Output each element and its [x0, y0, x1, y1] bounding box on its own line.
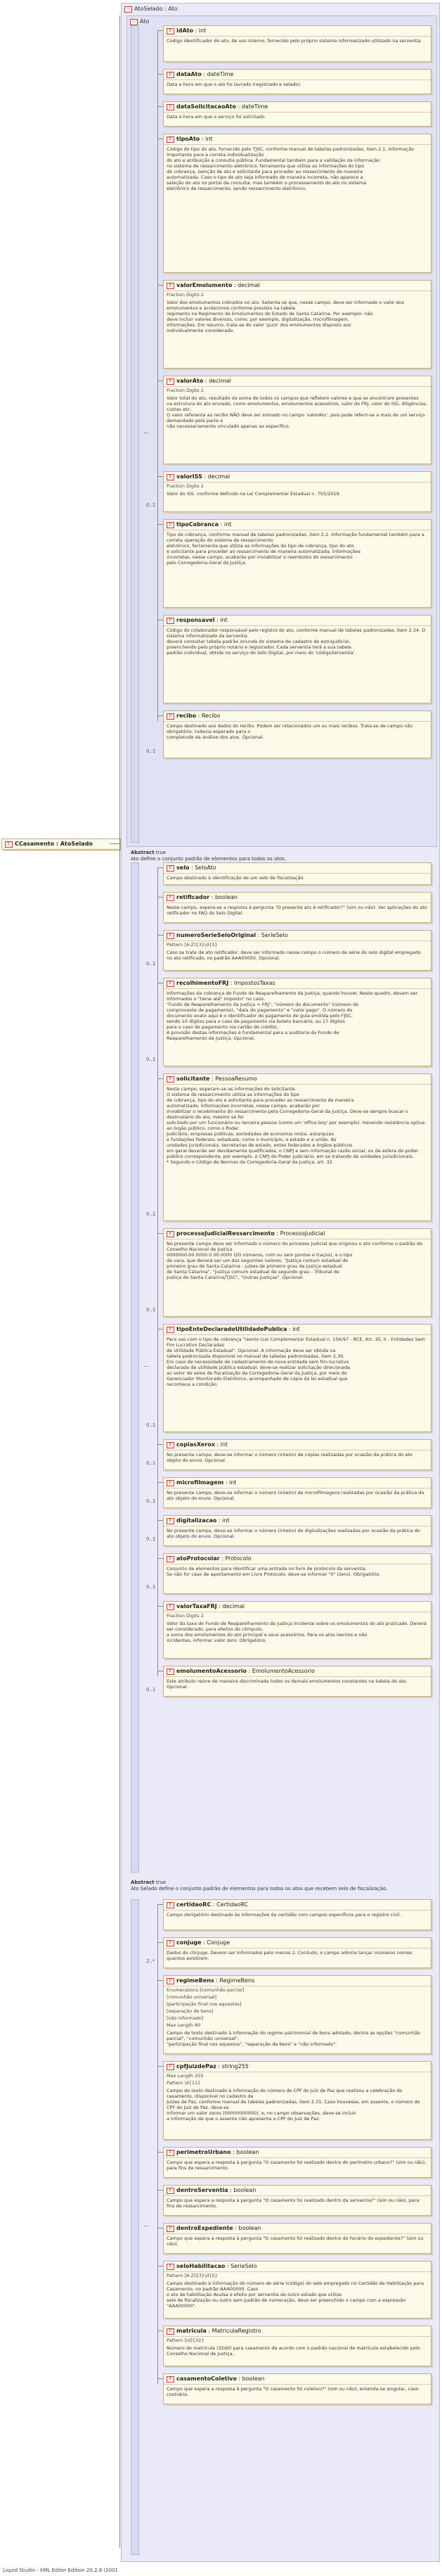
multiplicity: 0..1	[146, 1422, 156, 1428]
element-doc: Campo que espera a resposta à pergunta "O casamento foi realizado dentro da serventia?" (sim ou não), para fins de ressarcimento.	[167, 2198, 420, 2209]
element-icon: E	[167, 1978, 174, 1984]
sequence-bar	[131, 1899, 139, 2555]
element-doc: Campo destinado à informação do número de série (código) do selo empregado no Certidão de Habilitação para Casamento, no padrão AAA00000. Caso o ato de habilitação Avulsa e efeito por serventia de outro estado que utilize selo de fiscalização ou outro sem padrão de numeração, deve ser preenchido o campo com a expressão "AAA00000".	[167, 2281, 424, 2309]
element-header	[164, 520, 431, 530]
element-icon: E	[167, 2264, 174, 2270]
ato-abstract: Abstract true Ato define o conjunto padrão de elementos para todos os atos.	[131, 850, 287, 862]
element-doc: Valor do ISS, conforme definido na Lei Complementar Estadual n. 755/2019.	[167, 491, 341, 497]
element-name: selo	[176, 865, 190, 871]
element-header	[164, 711, 431, 722]
footer-text: Liquid Studio - XML Editor Edition 20.2.8 (2001	[3, 2568, 118, 2573]
element-facet: Max Length 255	[167, 2073, 204, 2079]
element-connector	[157, 897, 163, 898]
sequence-icon[interactable]: ⋯	[143, 430, 149, 436]
element-doc: Informações da cobrança do Fundo de Reaparelhamento da Justiça, quando houver. Neste quadro, devem ser informados o "tiene até" imposto" no caso, "Fundo de Reaparelhamento da Justiça = FRJ", "número do documento" (número do comprovante de pagamento), "data do pagamento" e "valor pago". O número do documento exato aqui é o identificador do pagamento de guia emitida pelo FJSC, sendo 10 dígitos para o caso de pagamento via boleto bancário, ou 17 dígitos para o caso de pagamento via cartão de crédito. A provisão destas informações é fundamental para a auditoria do Fundo de Reaparelhamento da Justiça. Opcional.	[167, 990, 418, 1041]
element-name: recolhimentoFRJ	[176, 980, 229, 986]
sequence-icon[interactable]: ⋯	[143, 1363, 149, 1370]
element-type: : int	[214, 1441, 228, 1448]
element-type: : int	[287, 1326, 300, 1332]
element-name: atoProtocolar	[176, 1555, 220, 1562]
element-type: : SerieSelo	[256, 932, 288, 938]
element-name: tipoEnteDeclaradoUtilidadePublica	[176, 1326, 287, 1332]
element-doc: Código do colaborador responsável pelo registro do ato, conforme manual de tabelas padronizadas, item 2.34. O sistema informatizado da serventia deverá consultar tabela padrão oriunda do sistema de cadastro de extrajudicial, preenchendo pelo próprio notário e registrador. Cada serventia terá a sua tabela padrão individual, obtida no serviço do Selo Digital, por meio do 'códigoServentia'.	[167, 627, 426, 656]
element-icon: E	[167, 1902, 174, 1908]
element-name: microfilmagem	[176, 1479, 224, 1486]
element-icon: E	[167, 618, 174, 624]
element-icon: E	[167, 981, 174, 987]
element-doc: No presente campo, deve-se informar o número (inteiro) de cópias realizadas por ocasião da prática do ato objeto do envio. Opcional.	[167, 1452, 412, 1463]
element-name: perimetroUrbano	[176, 2149, 231, 2155]
element-valorISS[interactable]	[163, 471, 431, 512]
element-connector	[157, 2152, 163, 2153]
element-icon: E	[167, 1518, 174, 1524]
element-connector	[157, 476, 163, 477]
multiplicity: 0..1	[146, 502, 156, 508]
element-facet: Fraction Digits 2	[167, 388, 204, 393]
multiplicity: 0..1	[146, 1460, 156, 1466]
element-type: : boolean	[233, 2225, 261, 2231]
element-connector	[157, 285, 163, 286]
element-facet: [participação final nos aquestos]	[167, 2001, 242, 2007]
element-icon: E	[167, 522, 174, 528]
sequence-bar	[131, 25, 139, 843]
element-doc: Campo de texto destinado à informação do regime patrimonial de bens adotado, dentre as opções "comunhão parcial", "comunhão universal", "participação final nos aquestos", "separação de bens" e "não informado".	[167, 2030, 421, 2047]
multiplicity: 0..1	[146, 748, 156, 754]
element-header	[164, 1602, 431, 1612]
element-connector	[157, 1444, 163, 1445]
element-connector	[157, 74, 163, 75]
element-doc: Código identificador do ato, de uso interno, fornecido pelo próprio sistema informatizado utilizado na serventia	[167, 38, 421, 44]
element-processoJudicialRessarcimento[interactable]	[163, 1228, 431, 1317]
element-header	[164, 281, 431, 291]
multiplicity: 0..1	[146, 1687, 156, 1692]
element-facet: Max Length 80	[167, 2022, 201, 2028]
element-type: : int	[193, 27, 207, 34]
element-name: valorTaxaFRJ	[176, 1603, 217, 1609]
element-doc: Valor dos emolumentos cobrados no ato. Salienta-se que, nesse campo, deve ser informado o valor dos emolumentos e acréscimos conforme previsto na tabela regimento no Regimento de Emolumentos do Estado de Santa Catarina. Por exemplo: não deve incluir valores diversos, como, por exemplo, digitalização, microfilmagem, informações. Em resumo, trata-se do valor 'puro' dos emolumentos disposto aos individualmente considerado.	[167, 300, 405, 333]
element-header	[164, 1440, 431, 1450]
element-header	[164, 2326, 431, 2337]
element-icon: E	[167, 1327, 174, 1333]
element-icon: E	[167, 1604, 174, 1610]
element-icon: E	[167, 1940, 174, 1946]
element-connector	[157, 2228, 163, 2229]
element-type: : dateTime	[235, 103, 268, 110]
group-toggle-icon[interactable]: −	[124, 6, 132, 13]
element-name: valorISS	[176, 473, 202, 480]
element-doc: Código do tipo do ato, fornecido pelo TJSC, conforme manual de tabelas padronizadas, item 2.1. Informação importante para a correta individualização do ato e atribuição a consulta pública. Fundamental também para a validação da informação no sistema de ressarcimento eletrônico, ferramenta que utiliza as informações do tipo de cobrança, isenção de ato e solicitante para proceder ao ressarcimento de maneira automatizada. Caso o tipo de ato seja informado de maneira incorreta, não aparece a seleção do ato no portal de consulta, mas também o processamento do ato no sistema eletrônico de ressarcimento, sendo ressarcimento eletrônico.	[167, 146, 415, 191]
element-name: casamentoColetivo	[176, 2376, 237, 2382]
element-connector	[157, 1482, 163, 1483]
element-connector	[157, 1233, 163, 1234]
group-toggle-icon[interactable]: −	[130, 19, 138, 25]
element-facet: Pattern [A-Z]{3}\d{5}	[167, 942, 218, 948]
element-type: : SeloAto	[189, 865, 216, 871]
element-facet: Fraction Digits 2	[167, 1613, 204, 1619]
multiplicity: 0..1	[146, 1584, 156, 1590]
element-doc: Número de matrícula (32dd) para casamento de acordo com o padrão nacional de matrícula estabelecido pelo Conselho Nacional de Justiça.	[167, 2345, 420, 2357]
element-type: : int	[200, 136, 213, 142]
element-connector	[157, 30, 163, 31]
element-icon: E	[167, 72, 174, 78]
element-conjuge[interactable]	[163, 1937, 431, 1968]
element-doc: No presente campo, deve-se informar o número (inteiro) de microfilmagens realizadas por ocasião da prática do ato objeto do envio. Opcional.	[167, 1490, 424, 1501]
element-icon: E	[167, 2328, 174, 2335]
element-icon: E	[167, 104, 174, 110]
element-icon: E	[167, 713, 174, 720]
element-name: cpfJuizdePaz	[176, 2063, 216, 2070]
element-idAto[interactable]	[163, 25, 431, 62]
element-header	[164, 2224, 431, 2234]
element-type: : ProcessoJudicial	[274, 1230, 325, 1237]
element-recolhimentoFRJ[interactable]	[163, 978, 431, 1066]
sequence-connector	[157, 867, 158, 1676]
element-facet: Pattern \d{11}	[167, 2080, 201, 2086]
element-dentroExpediente[interactable]	[163, 2223, 431, 2254]
element-doc: No presente campo deve ser informado o número do processo judicial que originou o ato conforme o padrão do Conselho Nacional de Justiça 0000000-00.0000.0.00.0000 (20 números, com ou sem pontos e traços), e o tipo de vara, que deverá ser um dos seguintes valores: "Justiça comum estadual de primeiro grau de Santa Catarina - juízes de primeiro grau da justiça estadual de Santa Catarina", "Justiça comum estadual de segundo grau - Tribunal de Justiça de Santa Catarina/TJSC", "Outras Justiças". Opcional.	[167, 1241, 423, 1280]
element-header	[164, 893, 431, 903]
element-doc: Campo que espera a resposta à pergunta "O casamento foi realizado dentro do perímetro urbano?" (sim ou não), para fins de ressarcimento.	[167, 2160, 427, 2171]
element-emolumentoAcessorio[interactable]	[163, 1666, 431, 1697]
element-type: : int	[223, 1479, 237, 1486]
element-type: : EmolumentoAcessorio	[247, 1668, 315, 1674]
element-facet: Pattern [A-Z]{3}\d{5}	[167, 2273, 218, 2278]
element-header	[164, 1325, 431, 1335]
element-type: : decimal	[203, 378, 231, 384]
element-name: dentroServentia	[176, 2187, 228, 2193]
multiplicity: 0..1	[146, 1498, 156, 1504]
sequence-connector	[157, 1904, 158, 2384]
element-header	[164, 2262, 431, 2272]
element-connector	[157, 106, 163, 107]
sequence-connector	[157, 30, 158, 721]
element-header	[164, 102, 431, 113]
element-name: tipoCobranca	[176, 521, 219, 528]
element-header	[164, 2374, 431, 2385]
atoselado-group-title: AtoSelado : Ato	[134, 6, 178, 12]
element-name: solicitante	[176, 1076, 210, 1082]
element-connector	[157, 715, 163, 716]
element-atoProtocolar[interactable]	[163, 1553, 431, 1594]
element-connector	[157, 867, 163, 868]
element-dataAto[interactable]	[163, 69, 431, 94]
root-element-label: CCasamento : AtoSelado	[15, 841, 93, 847]
element-connector	[157, 2190, 163, 2191]
element-connector	[157, 1520, 163, 1521]
element-connector	[157, 1606, 163, 1607]
element-icon: E	[167, 1480, 174, 1486]
element-doc: Data e hora em que o ato foi lavrado (registrado e selado)	[167, 82, 301, 87]
element-icon: E	[167, 1076, 174, 1083]
atoselado-abstract: Abstract true Ato Selado define o conjunto padrão de elementos para todos os atos que recebem selo de fiscalização.	[131, 1880, 388, 1892]
element-header	[164, 472, 431, 483]
element-doc: No presente campo, deve-se informar o número (inteiro) de digitalizações realizadas por ocasião da prática do ato objeto do envio. Opcional.	[167, 1528, 420, 1539]
element-doc: Campo destinado à identificação de um selo de fiscalização.	[167, 875, 305, 881]
element-doc: Campo obrigatório destinado às informações da certidão com campos específicos para o registro civil.	[167, 1912, 401, 1918]
element-doc: Campo que espera a resposta à pergunta "O casamento foi realizado dentro do horário do expediente?" (sim ou não).	[167, 2236, 424, 2247]
element-name: tipoAto	[176, 136, 200, 142]
element-connector	[157, 2066, 163, 2067]
element-icon: E	[167, 474, 174, 480]
element-facet: Fraction Digits 2	[167, 292, 204, 298]
element-type: : dateTime	[201, 71, 234, 77]
element-header	[164, 1554, 431, 1564]
root-connector	[110, 843, 119, 844]
element-type: : boolean	[228, 2187, 256, 2193]
element-icon: E	[167, 1669, 174, 1675]
element-numeroSerieSeloOriginal[interactable]	[163, 930, 431, 971]
element-doc: Para uso com o tipo de cobrança "isento (Lei Complementar Estadual n. 156/97 - RCE, Art. 35, II - Entidades Sem Fim Lucrativo Declaradas de Utilidade Pública Estadual". Opcional. A informação deve ser obtida na tabela padronizada disponível no manual de tabelas padronizadas, item 2.30. Em caso de necessidade de cadastramento de nova entidade sem fim lucrativo declarada de utilidade pública estadual, deve-se realizar solicitação direcionada ao setor de selos de fiscalização da Corregedoria-Geral da Justiça, por meio do Gerenciador Monitorado Eletrônico, acompanhado de cópia da lei estadual que reconhece a condição.	[167, 1337, 425, 1387]
element-type: : decimal	[216, 1603, 245, 1609]
element-doc: Valor total do ato, resultado da soma de todos os campos que refletem valores e que se encontram presentes na estrutura do ato enviado, como emolumentos, emolumentos acessórios, valor do FRJ, valor do ISS, diligências, custas etc. O valor referente ao recibo NÃO deve ser somado no campo 'valorAto', pois pode referir-se a mais de um serviço demandado pela parte e não necessariamente vinculado apenas ao específico.	[167, 395, 427, 429]
element-header	[164, 1478, 431, 1488]
element-doc: Dados do cônjuge. Devem ser informados pelo menos 2. Contudo, o campo admite lançar inúmeros nomes quantos existirem.	[167, 1950, 412, 1961]
element-facet: [não informado]	[167, 2015, 204, 2021]
element-icon: E	[167, 378, 174, 385]
element-header	[164, 134, 431, 145]
element-icon: E	[5, 841, 13, 848]
element-type: : decimal	[202, 473, 230, 480]
multiplicity: 0..1	[146, 1536, 156, 1542]
element-recibo[interactable]	[163, 710, 431, 758]
element-type: : decimal	[232, 282, 260, 288]
element-type: : Recibo	[196, 713, 221, 719]
element-type: : ImpostosTaxas	[228, 980, 275, 986]
element-name: matricula	[176, 2328, 207, 2334]
element-type: : int	[219, 521, 232, 528]
element-type: : boolean	[230, 2149, 259, 2155]
element-type: : SerieSelo	[225, 2263, 257, 2269]
element-valorTaxaFRJ[interactable]	[163, 1601, 431, 1659]
sequence-icon[interactable]: ⋯	[143, 2223, 149, 2229]
element-header	[164, 70, 431, 80]
element-connector	[157, 1904, 163, 1905]
element-facet: [comunhão universal]	[167, 1994, 217, 2000]
element-name: certidaoRC	[176, 1901, 212, 1908]
element-header	[164, 376, 431, 387]
element-name: seloHabilitacao	[176, 2263, 226, 2269]
element-type: : CertidaoRC	[211, 1901, 248, 1908]
element-name: conjuge	[176, 1939, 202, 1946]
element-header	[164, 1516, 431, 1526]
element-type: : Protocolo	[219, 1555, 252, 1562]
element-name: valorAto	[176, 378, 204, 384]
element-valorAto[interactable]	[163, 376, 431, 464]
element-doc: Caso se trate de ato retificador, deve ser informado nesse campo o número de série do selo digital empregado no ato retificado, no padrão AAA00000. Opcional.	[167, 950, 422, 961]
element-valorEmolumento[interactable]	[163, 280, 431, 369]
element-tipoEnteDeclaradoUtilidadePublica[interactable]	[163, 1324, 431, 1432]
element-icon: E	[167, 1442, 174, 1448]
element-doc: Este atributo reúne de maneira discriminada todos os demais emolumentos constantes na tabela do ato. Opcional.	[167, 1678, 408, 1690]
element-name: idAto	[176, 27, 193, 34]
element-dataSolicitacaoAto[interactable]	[163, 101, 431, 127]
element-connector	[157, 1980, 163, 1981]
element-icon: E	[167, 1556, 174, 1562]
element-connector	[157, 1558, 163, 1559]
element-facet: Pattern [\d]{32}	[167, 2338, 204, 2343]
element-icon: E	[167, 1231, 174, 1237]
element-name: dataAto	[176, 71, 202, 77]
element-doc: Neste campo, espera-se a resposta à pergunta "O presente ato é retificador?" (sim ou não). Ver aplicações do ato retificador no FAQ do Selo Digital.	[167, 905, 427, 916]
sequence-bar	[131, 862, 139, 1873]
element-type: : string255	[216, 2063, 249, 2070]
multiplicity: 0..1	[146, 1307, 156, 1313]
element-microfilmagem[interactable]	[163, 1477, 431, 1508]
element-header	[164, 1229, 431, 1239]
element-matricula[interactable]	[163, 2326, 431, 2366]
element-name: recibo	[176, 713, 197, 719]
root-element[interactable]	[1, 839, 121, 850]
element-type: : Conjuge	[201, 1939, 230, 1946]
element-connector	[157, 1329, 163, 1330]
element-icon: E	[167, 2150, 174, 2156]
element-perimetroUrbano[interactable]	[163, 2147, 431, 2178]
element-connector	[157, 524, 163, 525]
element-type: : int	[214, 617, 228, 623]
element-name: copiasXerox	[176, 1441, 215, 1448]
element-header	[164, 1900, 431, 1911]
element-regimeBens[interactable]	[163, 1975, 431, 2054]
multiplicity: 0..1	[146, 1211, 156, 1217]
element-tipoCobranca[interactable]	[163, 519, 431, 608]
element-name: valorEmolumento	[176, 282, 233, 288]
element-icon: E	[167, 2226, 174, 2232]
element-header	[164, 2186, 431, 2196]
element-connector	[157, 935, 163, 936]
element-solicitante[interactable]	[163, 1073, 431, 1221]
element-casamentoColetivo[interactable]	[163, 2373, 431, 2404]
multiplicity: 0..1	[146, 961, 156, 967]
element-icon: E	[167, 28, 174, 34]
element-name: responsavel	[176, 617, 215, 623]
element-header	[164, 1976, 431, 1987]
element-name: retificador	[176, 894, 210, 900]
element-header	[164, 863, 431, 874]
element-name: processoJudicialRessarcimento	[176, 1230, 275, 1237]
element-doc: Campo de texto destinado à informação do número de CPF do Juiz de Paz que realizou a celebração do casamento, disponível no cadastro de Juízes de Paz, conforme manual de tabelas padronizadas, item 2.31. Caso houvesse, em assente, o número do CPF do Juiz de Paz, deve-se informar um valor zeros (00000000000), e, no campo observações, deve-se incluir a informação de que o assento não apresenta o CPF do Juiz de Paz.	[167, 2088, 420, 2122]
element-icon: E	[167, 2064, 174, 2070]
element-doc: Campo destinado aos dados do recibo. Podem ser relacionados um ou mais recibos. Trata-se de campo não obrigatório, todavia esperado para o completude da análise dos atos. Opcional.	[167, 723, 413, 740]
element-name: numeroSerieSeloOriginal	[176, 932, 256, 938]
element-dentroServentia[interactable]	[163, 2185, 431, 2216]
element-cpfJuizdePaz[interactable]	[163, 2061, 431, 2140]
element-digitalizacao[interactable]	[163, 1515, 431, 1546]
element-icon: E	[167, 2188, 174, 2194]
element-header	[164, 2148, 431, 2158]
root-vertical-connector	[119, 15, 120, 2548]
element-name: regimeBens	[176, 1977, 214, 1984]
multiplicity: 0..1	[146, 1057, 156, 1062]
element-facet: Enumerations [comunhão parcial]	[167, 1987, 245, 1993]
element-header	[164, 1074, 431, 1085]
element-certidaoRC[interactable]	[163, 1899, 431, 1930]
element-type: : boolean	[236, 2376, 265, 2382]
element-doc: Tipo de cobrança, conforme manual de tabelas padronizadas, item 2.2. Informação fundamental também para a correta operação do sistema de ressarcimento eletrônico, ferramenta que utiliza as informações do tipo de cobrança, tipo do ato e solicitante para proceder ao ressarcimento de maneira automatizada. Informações incorretas, nesse campo, acabarão por inviabilizar o reembolso do ressarcimento pelo Corregedoria-Geral da Justiça.	[167, 532, 424, 566]
element-doc: Conjunto de elementos para identificar uma entrada no livro de protocolo da serventia. Se não for caso de apontamento em Livro Protocolo, deve-se informar "0" (zero). Obrigatório.	[167, 1566, 381, 1577]
element-selo[interactable]	[163, 862, 431, 885]
element-retificador[interactable]	[163, 892, 431, 923]
element-header	[164, 616, 431, 626]
element-header	[164, 2062, 431, 2072]
element-facet: [separação de bens]	[167, 2008, 214, 2014]
element-responsavel[interactable]	[163, 615, 431, 703]
element-icon: E	[167, 136, 174, 143]
element-connector	[157, 2378, 163, 2379]
element-doc: Neste campo, esperam-se as informações do solicitante. O sistema de ressarcimento utiliza as informações do tipo de cobrança, tipo do ato e solicitante para proceder ao ressarcimento de maneira automatizada. Informações incorretas, nesse campo, acabarão por inviabilizar o recebimento do ressarcimento pela Corregedoria-Geral da Justiça. Deve-se sempre buscar o destinatário do ato, mesmo se foi solicitado por um funcionário ou terceira pessoa (como um 'office boy' por exemplo). Havendo resistência optiva ao órgão público, como o Poder Judiciário, empresas públicas, sociedades de economia mista, autarquias e fundações federais, estaduais, como o município, o estado e a união. As unidades jurisdicionais, secretarias de estado, entes federados e órgãos públicos em geral deverão ser devidamente qualificados, o CNPJ e sem informação razão social, ou da esfera do poder público correspondente, por exemplo, o CNPJ do Poder Judiciário, em se tratando de unidades jurisdicionais. * Segundo o Código de Normas da Corregedoria-Geral da Justiça, art. 32.	[167, 1086, 425, 1165]
element-header	[164, 1666, 431, 1677]
element-copiasXerox[interactable]	[163, 1439, 431, 1470]
element-icon: E	[167, 283, 174, 289]
element-icon: E	[167, 2376, 174, 2383]
element-type: : int	[216, 1517, 230, 1524]
element-type: : RegimeBens	[214, 1977, 255, 1984]
element-type: : PessoaResumo	[209, 1076, 257, 1082]
element-doc: Campo que espera a resposta à pergunta "O casamento foi coletivo?" (sim ou não), entenda-se singular, caso contrário.	[167, 2386, 419, 2397]
element-doc: Data e hora em que o serviço foi solicitado	[167, 114, 265, 120]
element-name: digitalizacao	[176, 1517, 217, 1524]
element-connector	[157, 1942, 163, 1943]
element-icon: E	[167, 895, 174, 901]
element-header	[164, 931, 431, 941]
multiplicity: 2..*	[146, 1958, 155, 1964]
element-icon: E	[167, 933, 174, 939]
element-doc: Valor da taxa do Fundo de Reaparelhamento da Justiça incidente sobre os emolumentos do ato praticado. Deverá ser considerado, para efeitos do cômputo, a soma dos emolumentos do ato principal e seus acessórios. Para os atos isentos e não incidentes, informar valor zero. Obrigatório.	[167, 1621, 427, 1643]
element-header	[164, 26, 431, 37]
element-connector	[157, 1078, 163, 1079]
element-tipoAto[interactable]	[163, 134, 431, 273]
element-icon: E	[167, 865, 174, 872]
element-name: emolumentoAcessorio	[176, 1668, 247, 1674]
element-header	[164, 1938, 431, 1949]
element-connector	[157, 2330, 163, 2331]
element-name: dentroExpediente	[176, 2225, 233, 2231]
element-facet: Fraction Digits 2	[167, 483, 204, 489]
element-type: : MatriculaRegistro	[206, 2328, 261, 2334]
ato-group-title: Ato	[140, 18, 150, 25]
element-name: dataSolicitacaoAto	[176, 103, 236, 110]
element-header	[164, 978, 431, 989]
element-seloHabilitacao[interactable]	[163, 2261, 431, 2319]
element-type: : boolean	[209, 894, 238, 900]
